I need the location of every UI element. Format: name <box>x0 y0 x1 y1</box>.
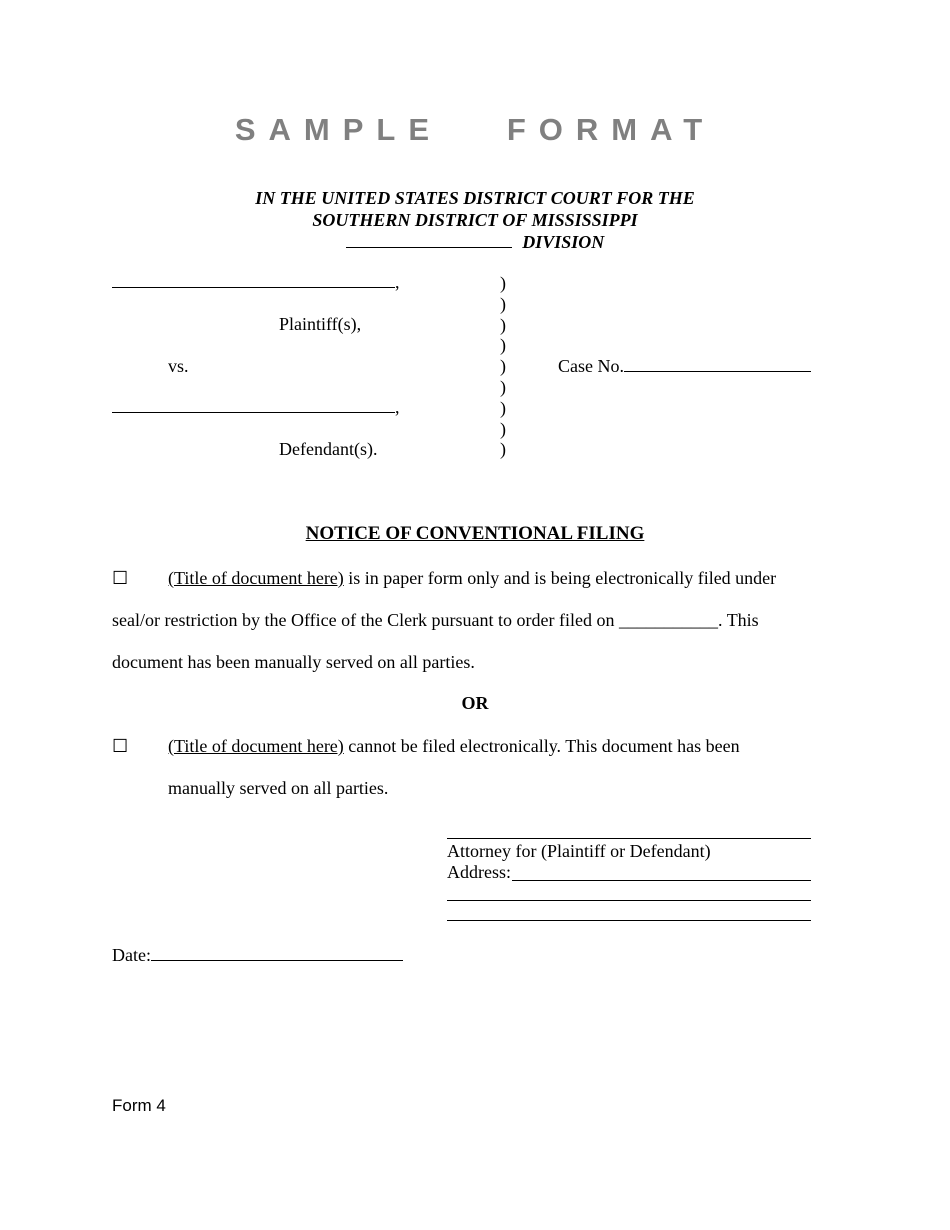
defendant-name-blank[interactable] <box>112 412 395 413</box>
address-line-1[interactable] <box>512 880 811 881</box>
caption-parenthesis-column <box>500 273 506 460</box>
date-label: Date: <box>112 945 151 965</box>
date-field <box>112 945 403 966</box>
notice-title: NOTICE OF CONVENTIONAL FILING <box>305 523 645 544</box>
paren: ) <box>500 273 506 293</box>
court-division-line <box>0 231 950 253</box>
option-1-line-2: seal/or restriction by the Office of the Clerk pursuant to order filed on ___________. This <box>112 610 759 630</box>
vs-label: vs. <box>168 356 189 376</box>
paren: ) <box>500 356 506 377</box>
plaintiff-label: Plaintiff(s), <box>279 314 362 334</box>
or-separator: OR <box>461 693 489 713</box>
case-number-blank[interactable] <box>624 371 811 372</box>
date-blank[interactable] <box>151 960 403 961</box>
division-blank[interactable] <box>346 247 512 248</box>
case-number-label: Case No. <box>558 356 624 376</box>
option-2-line-2: manually served on all parties. <box>168 778 389 798</box>
option-1-line-1: (Title of document here) is in paper form only and is being electronically filed under <box>168 568 777 588</box>
sample-format-watermark: SAMPLE FORMAT <box>234 112 716 147</box>
case-number-field <box>558 356 811 377</box>
option-1-line-3: document has been manually served on all parties. <box>112 652 475 672</box>
address-line-3[interactable] <box>447 920 811 921</box>
paren: ) <box>500 314 506 335</box>
division-label: DIVISION <box>522 232 605 252</box>
paren: ) <box>500 439 506 460</box>
checkbox-option-1[interactable]: ☐ <box>112 568 129 588</box>
option-2-line-1: (Title of document here) cannot be filed electronically. This document has been <box>168 736 740 756</box>
form-number-label: Form 4 <box>112 1096 166 1115</box>
paren: ) <box>500 293 506 314</box>
paren: ) <box>500 418 506 439</box>
address-field <box>447 862 511 883</box>
address-label: Address: <box>447 862 511 882</box>
signature-line[interactable] <box>447 838 811 839</box>
address-line-2[interactable] <box>447 900 811 901</box>
defendant-label: Defendant(s). <box>279 439 378 459</box>
plaintiff-name-blank[interactable] <box>112 287 395 288</box>
doc-title-placeholder: (Title of document here) <box>168 568 344 588</box>
defendant-name-line: , <box>112 397 400 418</box>
attorney-label: Attorney for (Plaintiff or Defendant) <box>447 841 711 861</box>
paren: ) <box>500 335 506 356</box>
plaintiff-name-line: , <box>112 272 400 293</box>
court-heading-line2: SOUTHERN DISTRICT OF MISSISSIPPI <box>312 210 638 230</box>
paren: ) <box>500 397 506 418</box>
doc-title-placeholder: (Title of document here) <box>168 736 344 756</box>
checkbox-option-2[interactable]: ☐ <box>112 736 129 756</box>
paren: ) <box>500 376 506 397</box>
court-heading-line1: IN THE UNITED STATES DISTRICT COURT FOR THE <box>255 188 695 208</box>
